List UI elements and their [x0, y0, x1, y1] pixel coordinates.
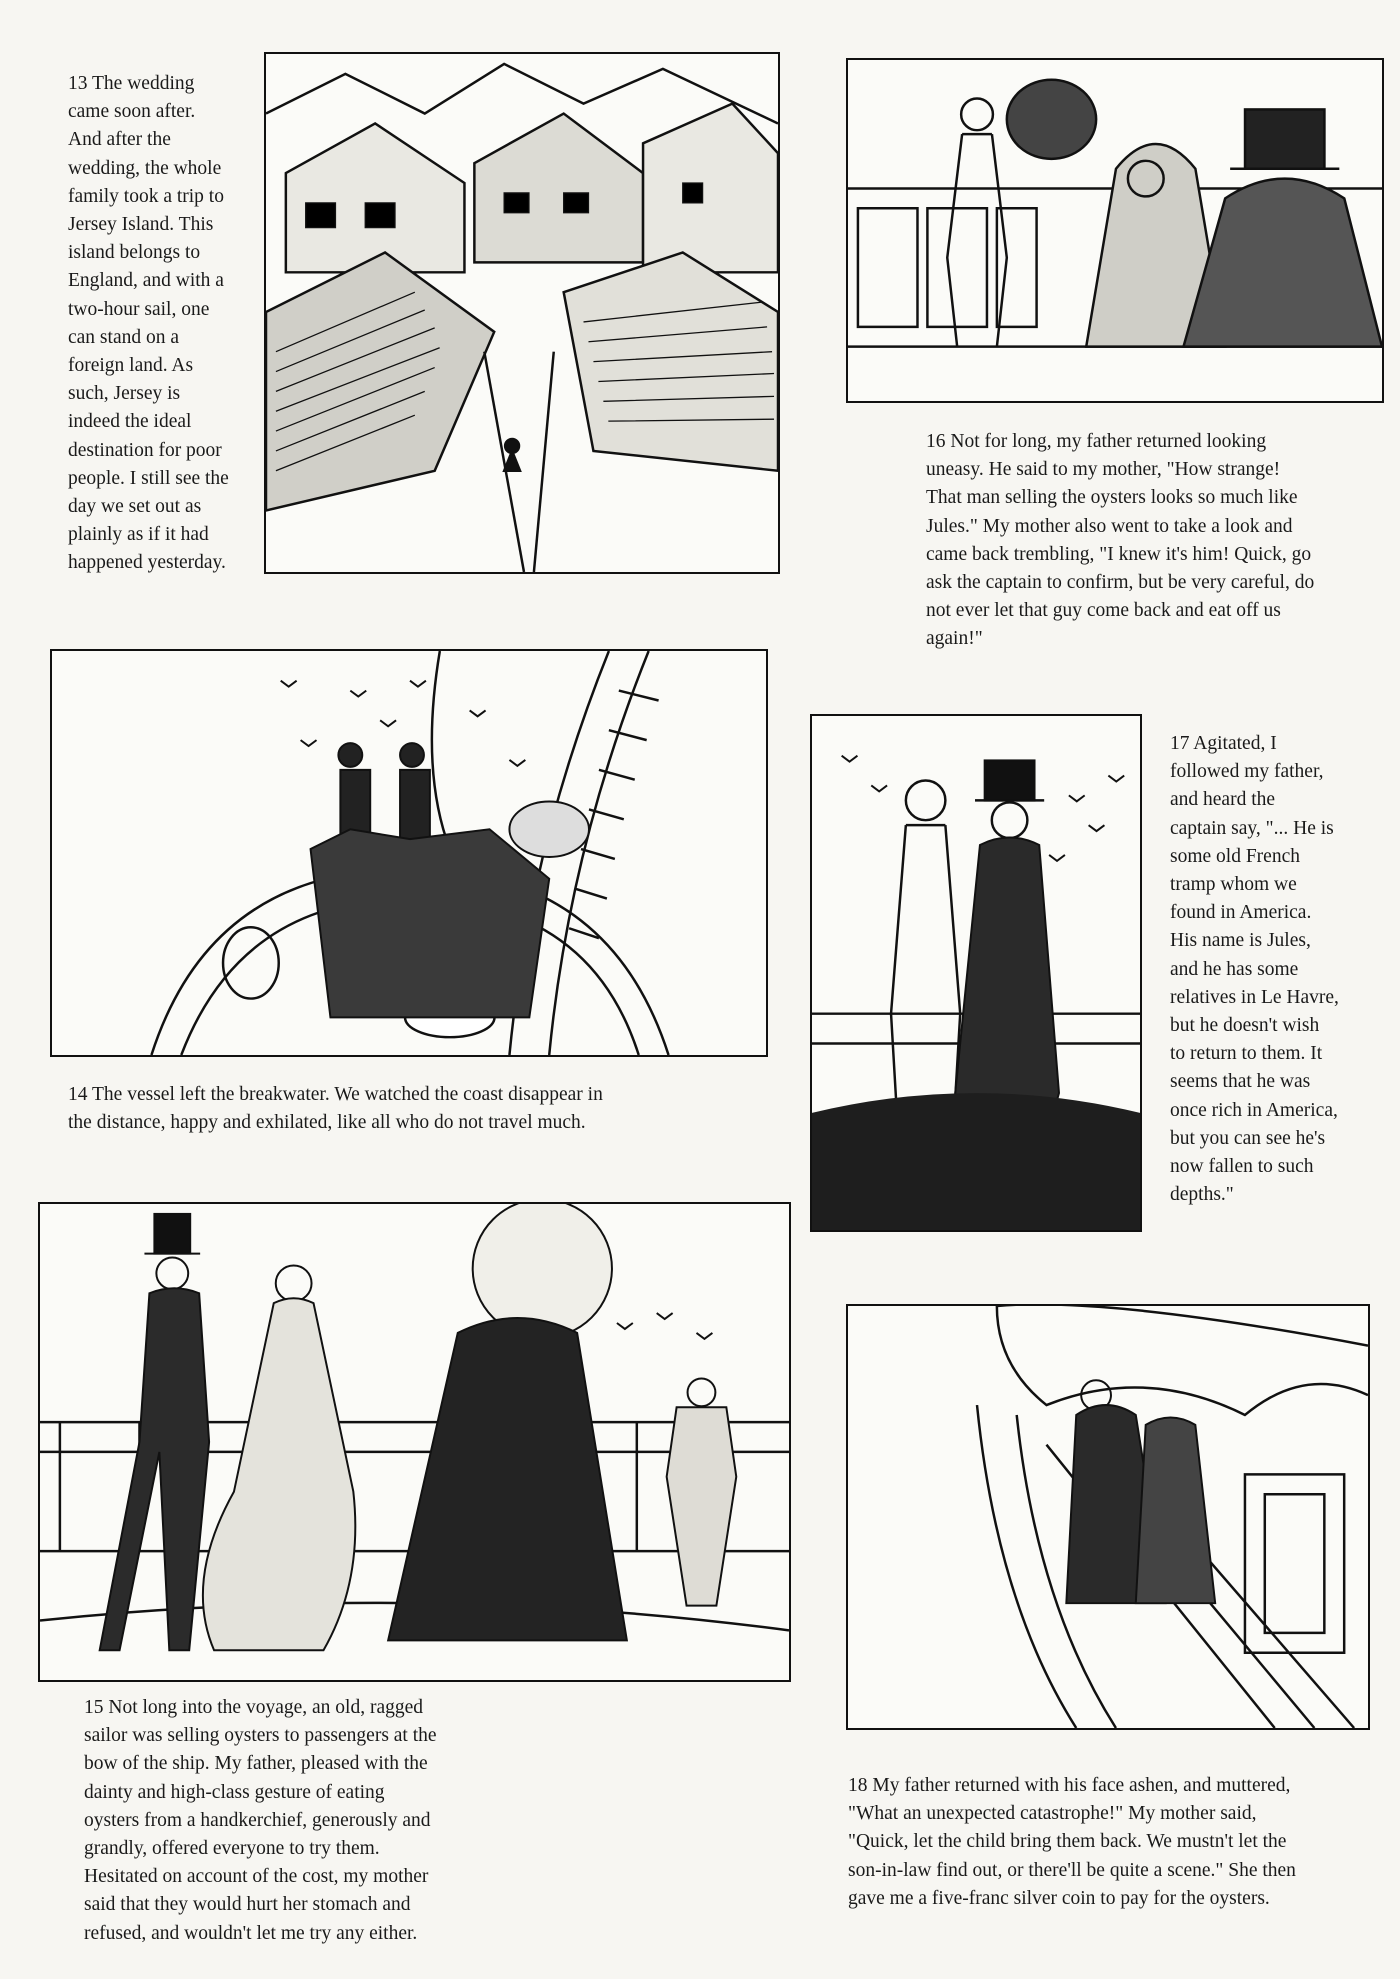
illustration-panel-14: [50, 649, 768, 1057]
illustration-panel-15: [38, 1202, 791, 1682]
illustration-panel-13: [264, 52, 780, 574]
passengers-on-deck-illustration: [848, 60, 1382, 401]
caption-13: 13 The wedding came soon after. And after the wedding, the whole family took a trip to Jersey Island. This island belongs to England, and with a two-hour sail, one can stand on a foreign land. As such, Jersey is indeed the ideal destination for poor people. I still see the day we set out as plainly as if it had happened yesterday.: [68, 73, 229, 574]
mother-at-rail-illustration: [848, 1306, 1368, 1728]
caption-16: 16 Not for long, my father returned looking uneasy. He said to my mother, "How strange! That man selling the oysters looks so much like Jules." My mother also went to take a look and came back trembling, "I knew it's him! Quick, go ask the captain to confirm, but be very careful, do not ever let that guy come back and eat off us again!": [926, 431, 1315, 650]
vessel-departing-illustration: [52, 651, 766, 1055]
caption-18: 18 My father returned with his face ashen, and muttered, "What an unexpected catastrophe!" My mother said, "Quick, let the child bring them back. We mustn't let the son-in-law find out, or there'll be quite a scene." She then gave me a five-franc silver coin to pay for the oysters.: [848, 1775, 1296, 1909]
caption-17: 17 Agitated, I followed my father, and heard the captain say, "... He is some old French tramp whom we found in America. His name is Jules, and he has some relatives in Le Havre, but he doesn't wish to return to them. It seems that he was once rich in America, but you can see he's now fallen to such depths.": [1170, 733, 1339, 1206]
caption-14: 14 The vessel left the breakwater. We watched the coast disappear in the distance, happy and exhilated, like all who do not travel much.: [68, 1084, 603, 1134]
family-on-deck-illustration: [40, 1204, 789, 1680]
caption-15: 15 Not long into the voyage, an old, ragged sailor was selling oysters to passengers at the bow of the ship. My father, pleased with the dainty and high-class gesture of eating oysters from a handkerchief, generously and grandly, offered everyone to try them. Hesitated on account of the cost, my mother said that they would hurt her stomach and refused, and wouldn't let me try any either.: [84, 1697, 437, 1944]
illustration-panel-18: [846, 1304, 1370, 1730]
illustration-panel-16: [846, 58, 1384, 403]
illustration-panel-17: [810, 714, 1142, 1232]
town-rooftops-illustration: [266, 54, 778, 572]
captain-and-father-illustration: [812, 716, 1140, 1230]
